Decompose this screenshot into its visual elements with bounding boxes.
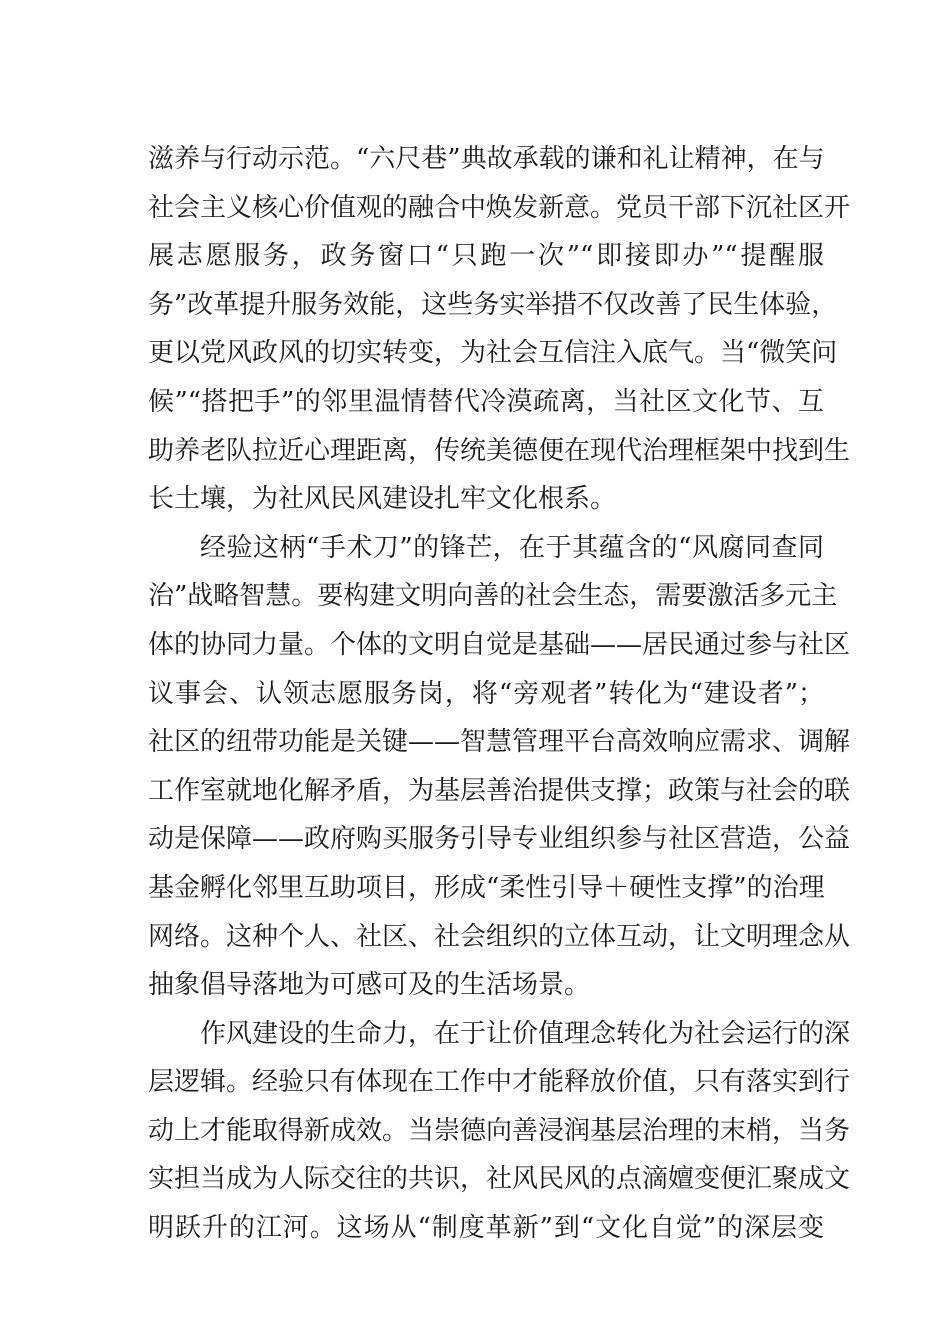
text-line: 动是保障——政府购买服务引导专业组织参与社区营造，公益 <box>148 824 851 855</box>
text-line: 务”改革提升服务效能，这些务实举措不仅改善了民生体验， <box>148 289 838 320</box>
text-line: 动上才能取得新成效。当崇德向善浸润基层治理的末梢，当务 <box>148 1115 851 1146</box>
text-line: 治”战略智慧。要构建文明向善的社会生态，需要激活多元主 <box>148 581 838 612</box>
text-line: 社会主义核心价值观的融合中焕发新意。党员干部下沉社区开 <box>148 192 851 223</box>
text-line: 滋养与行动示范。“六尺巷”典故承载的谦和礼让精神，在与 <box>148 144 825 174</box>
text-line: 社区的纽带功能是关键——智慧管理平台高效响应需求、调解 <box>148 727 851 758</box>
text-line: 抽象倡导落地为可感可及的生活场景。 <box>148 970 591 1001</box>
article-body <box>148 135 851 1253</box>
text-line: 明跃升的江河。这场从“制度革新”到“文化自觉”的深层变 <box>148 1213 824 1244</box>
text-line: 经验这柄“手术刀”的锋芒，在于其蕴含的“风腐同查同 <box>200 532 824 563</box>
text-line: 议事会、认领志愿服务岗，将“旁观者”转化为“建设者”； <box>148 678 824 709</box>
paragraph-1 <box>148 135 851 524</box>
text-line: 助养老队拉近心理距离，传统美德便在现代治理框架中找到生 <box>148 435 851 466</box>
text-line: 网络。这种个人、社区、社会组织的立体互动，让文明理念从 <box>148 921 851 952</box>
text-line: 基金孵化邻里互助项目，形成“柔性引导＋硬性支撑”的治理 <box>148 872 825 903</box>
text-line: 展志愿服务，政务窗口“只跑一次”“即接即办”“提醒服 <box>148 241 824 272</box>
text-line: 实担当成为人际交往的共识，社风民风的点滴嬗变便汇聚成文 <box>148 1164 851 1195</box>
paragraph-3 <box>148 1010 851 1253</box>
text-line: 作风建设的生命力，在于让价值理念转化为社会运行的深 <box>200 1018 851 1049</box>
text-line: 长土壤，为社风民风建设扎牢文化根系。 <box>148 484 617 515</box>
text-line: 工作室就地化解矛盾，为基层善治提供支撑；政策与社会的联 <box>148 775 851 806</box>
text-line: 候”“搭把手”的邻里温情替代冷漠疏离，当社区文化节、互 <box>148 386 824 417</box>
text-line: 层逻辑。经验只有体现在工作中才能释放价值，只有落实到行 <box>148 1067 851 1098</box>
text-line: 体的协同力量。个体的文明自觉是基础——居民通过参与社区 <box>148 629 851 660</box>
text-line: 更以党风政风的切实转变，为社会互信注入底气。当“微笑问 <box>148 338 838 369</box>
paragraph-2 <box>148 524 851 1010</box>
